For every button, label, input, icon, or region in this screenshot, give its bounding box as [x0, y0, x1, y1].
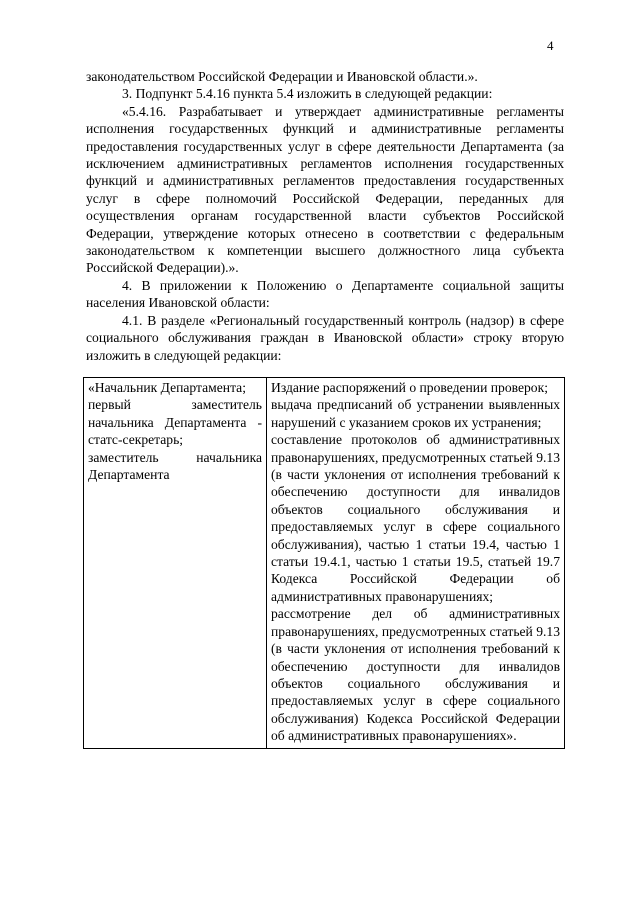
document-body: [86, 68, 564, 364]
power-line: составление протоколов об административных правонарушениях, предусмотренных статьей 9.13 (в части уклонения от исполнения требований к обеспечению доступности для инвалидов объектов социального обслуживания и предоставляемых услуг в сфере социального обслуживания), частью 1 статьи 19.4, частью 1 статьи 19.4.1, частью 1 статьи 19.5, статьей 19.7 Кодекса Российской Федерации об административных правонарушениях;: [271, 432, 561, 604]
paragraph-item-3: 3. Подпункт 5.4.16 пункта 5.4 изложить в следующей редакции:: [122, 86, 493, 102]
paragraph-item-4-1: 4.1. В разделе «Региональный государственный контроль (надзор) в сфере социального обслуживания граждан в Ивановской области» строку вторую изложить в следующей редакции:: [86, 312, 564, 363]
officials-cell: [84, 378, 267, 749]
page-number: 4: [547, 38, 554, 53]
power-line: рассмотрение дел об административных правонарушениях, предусмотренных статьей 9.13 (в части уклонения от исполнения требований к обеспечению доступности для инвалидов объектов социального обслуживания и предоставляемых услуг в сфере социального обслуживания) Кодекса Российской Федерации об административных правонарушениях».: [271, 606, 561, 744]
powers-cell: [267, 378, 565, 749]
paragraph-item-4: 4. В приложении к Положению о Департаменте социальной защиты населения Ивановской области:: [86, 277, 564, 311]
amendment-table: [83, 377, 565, 749]
official-line: «Начальник Департамента;: [88, 380, 246, 395]
paragraph-quote-5-4-16: «5.4.16. Разрабатывает и утверждает административные регламенты исполнения государственных функций и административные регламенты предоставления государственных услуг в сфере деятельности Департамента (за исключением административных регламентов исполнения государственных функций и административных регламентов предоставления государственных услуг в сфере полномочий Российской Федерации, переданных для осуществления органам государственной власти субъектов Российской Федерации, утверждение которых отнесено в соответствии с федеральным законодательством к компетенции высшего должностного лица субъекта Российской Федерации).».: [86, 103, 564, 276]
power-line: Издание распоряжений о проведении проверок;: [271, 380, 548, 395]
paragraph-continuation: законодательством Российской Федерации и Ивановской области.».: [86, 69, 478, 84]
official-line: заместитель начальника Департамента: [88, 449, 262, 483]
power-line: выдача предписаний об устранении выявленных нарушений с указанием сроков их устранения;: [271, 397, 560, 430]
official-line: первый заместитель начальника Департамента - статс-секретарь;: [88, 397, 262, 448]
table-row: [84, 378, 565, 749]
